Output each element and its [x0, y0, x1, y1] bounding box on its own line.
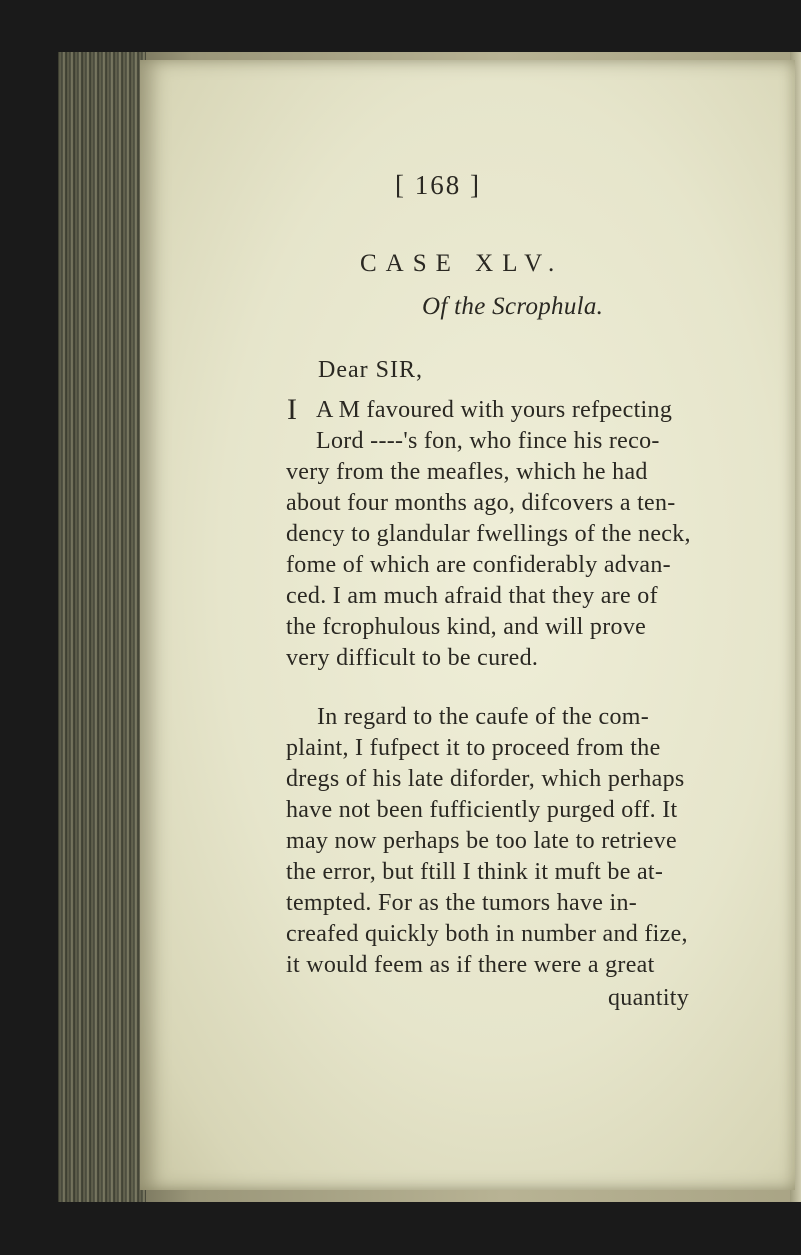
page-edges — [58, 52, 146, 1202]
text-line: very difficult to be cured. — [286, 645, 539, 671]
text-line: may now perhaps be too late to retrieve — [286, 828, 677, 854]
text-line: ced. I am much afraid that they are of — [286, 583, 658, 609]
text-line: A M favoured with yours refpecting — [316, 397, 673, 423]
salutation: Dear SIR, — [318, 357, 423, 383]
case-subtitle: Of the Scrophula. — [422, 293, 604, 320]
page-header: [ 168 ] — [395, 170, 481, 200]
text-line: In regard to the caufe of the com- — [317, 704, 650, 730]
text-line: plaint, I fufpect it to proceed from the — [286, 735, 661, 761]
text-line: dency to glandular fwellings of the neck, — [286, 521, 691, 547]
text-line: about four months ago, difcovers a ten- — [286, 490, 676, 516]
text-line: the fcrophulous kind, and will prove — [286, 614, 647, 640]
case-title: CASE XLV. — [360, 250, 564, 277]
text-line: dregs of his late diforder, which perhaps — [286, 766, 685, 792]
text-line: it would feem as if there were a great — [286, 952, 655, 978]
text-line: tempted. For as the tumors have in- — [286, 890, 638, 916]
catchword: quantity — [608, 985, 690, 1011]
text-line: the error, but ftill I think it muft be at- — [286, 859, 664, 885]
text-line: very from the meafles, which he had — [286, 459, 648, 485]
text-line: creafed quickly both in number and fize, — [286, 921, 688, 947]
text-line: Lord ----'s fon, who fince his reco- — [316, 428, 660, 454]
text-line: have not been fufficiently purged off. It — [286, 797, 678, 823]
text-line: fome of which are confiderably advan- — [286, 552, 671, 578]
drop-cap: I — [287, 393, 297, 426]
